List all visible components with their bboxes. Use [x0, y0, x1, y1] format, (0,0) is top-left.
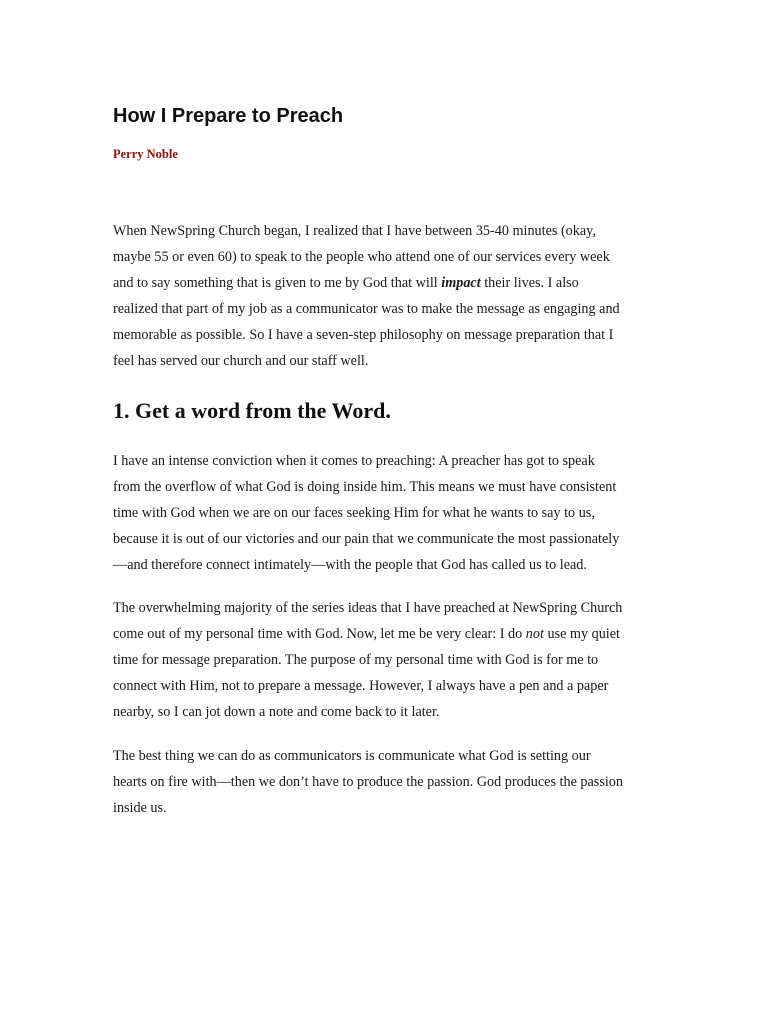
text-run: come out of my personal time with God. Now, let me be very clear: I do	[113, 626, 526, 642]
paragraph-line	[113, 270, 658, 296]
paragraph-line: inside us.	[113, 800, 167, 816]
intro-paragraph	[113, 218, 658, 374]
section-heading: 1. Get a word from the Word.	[113, 398, 391, 423]
paragraph-line: time for message preparation. The purpose of my personal time with God is for me to	[113, 652, 599, 668]
paragraph-line: maybe 55 or even 60) to speak to the people who attend one of our services every week	[113, 249, 610, 265]
body-paragraph	[113, 448, 658, 578]
paragraph-line: realized that part of my job as a communicator was to make the message as engaging and	[113, 301, 620, 317]
paragraph-line: —and therefore connect intimately—with the people that God has called us to lead.	[113, 557, 587, 573]
text-run: and to say something that is given to me by God that will	[113, 275, 442, 291]
paragraph-line: from the overflow of what God is doing inside him. This means we must have consistent	[113, 479, 617, 495]
author-name: Perry Noble	[113, 147, 178, 161]
text-run: use my quiet	[543, 626, 620, 642]
emphasis-text: impact	[441, 275, 481, 291]
paragraph-line: connect with Him, not to prepare a message. However, I always have a pen and a paper	[113, 678, 609, 694]
body-paragraph	[113, 743, 658, 821]
paragraph-line: The overwhelming majority of the series ideas that I have preached at NewSpring Church	[113, 600, 623, 616]
paragraph-line: because it is out of our victories and our pain that we communicate the most passionately	[113, 531, 620, 547]
paragraph-line: memorable as possible. So I have a seven-step philosophy on message preparation that I	[113, 327, 614, 343]
paragraph-line: I have an intense conviction when it comes to preaching: A preacher has got to speak	[113, 453, 595, 469]
text-run: their lives. I also	[480, 275, 579, 291]
paragraph-line: nearby, so I can jot down a note and come back to it later.	[113, 704, 440, 720]
article-title: How I Prepare to Preach	[113, 105, 344, 127]
paragraph-line: time with God when we are on our faces seeking Him for what he wants to say to us,	[113, 505, 595, 521]
paragraph-line: hearts on fire with—then we don’t have to produce the passion. God produces the passion	[113, 774, 623, 790]
paragraph-line	[113, 621, 658, 647]
paragraph-line: The best thing we can do as communicators is communicate what God is setting our	[113, 748, 591, 764]
emphasis-text: not	[525, 626, 544, 642]
paragraph-line: feel has served our church and our staff well.	[113, 353, 369, 369]
body-paragraph	[113, 595, 658, 725]
paragraph-line: When NewSpring Church began, I realized that I have between 35-40 minutes (okay,	[113, 223, 596, 239]
